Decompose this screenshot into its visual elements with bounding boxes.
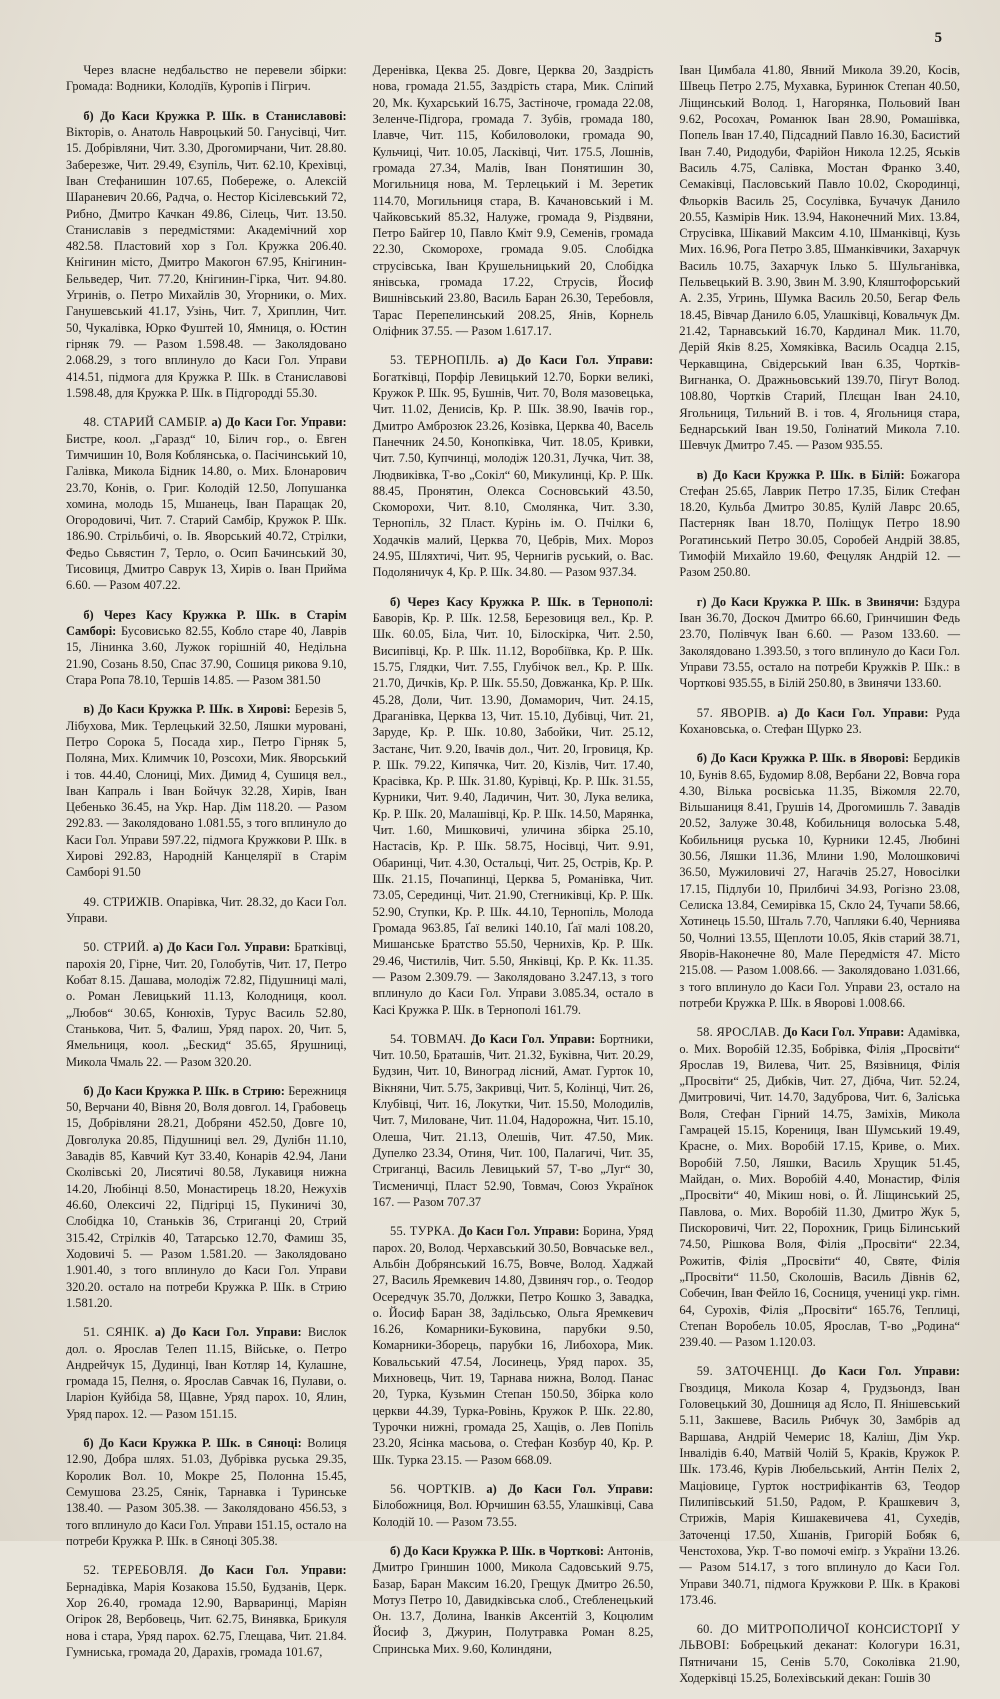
entry-subtitle: а) До Каси Гол. Управи: bbox=[486, 1481, 654, 1496]
list-entry bbox=[66, 894, 347, 927]
list-entry bbox=[373, 1031, 654, 1210]
list-entry bbox=[679, 594, 960, 692]
entry-subtitle: б) До Каси Кружка Р. Шк. в Сяноці: bbox=[83, 1436, 302, 1451]
list-entry bbox=[66, 108, 347, 402]
entry-text: Білобожниця, Вол. Юрчишин 63.55, Улашківці, Сава Колодій 10. — Разом 73.55. bbox=[372, 1498, 654, 1529]
entry-subtitle: До Каси Гол. Управи: bbox=[811, 1364, 960, 1379]
entry-title: 54. ТОВМАЧ. bbox=[390, 1031, 467, 1046]
entry-text: Бобрецький деканат: Кологури 16.31, Пятничани 15, Сенів 5.70, Соколівка 21.90, Ходерківці 15.25, Болехівський декан: Гошів 30 bbox=[679, 1638, 960, 1686]
list-entry bbox=[679, 1621, 960, 1686]
entry-text: Богатківці, Порфір Левицький 12.70, Борки великі, Кружок Р. Шк. 95, Бушнів, Чит. 70, Воля мазовецька, Чит. 11.02, Денисів, Кр. Р. Шк. 38.90, Івачів гор., Дмитро Амброзюк 23.26, Козівка, Церква 40, Васель Панечник 24.50, Конопківка, Чит. 18.05, Кривки, Чит. 7.50, Купчинці, молодіж 120.31, Лучка, Чит. 38, Людвиківка, Т-во „Сокіл“ 60, Микулинці, Кр. Р. Шк. 88.45, Пронятин, Олекса Сосновський 43.50, Скоморохи, Чит. 8.10, Смолянка, Чит. 3.30, Тернопіль, 32 Пласт. Курінь ім. О. Пчілки 6, Ходачків малий, Церква 70, Цебрів, Мих. Мороз 24.95, Шляхтичі, Чит. 95, Чернигів руський, о. Вас. Подоляничук 4, Кр. Р. Шк. 34.80. — Разом 937.34. bbox=[372, 369, 654, 580]
entry-text: Бистре, коол. „Гаразд“ 10, Білич гор., о. Евген Тимчишин 10, Воля Коблянська, о. Пасічинський 10, Галівка, Микола Бідник 14.80, о. Мих. Блонарович 23.70, Конів, о. Григ. Колодій 12.50, Лопушанка хомина, молодь 15, Мшанець, Іван Паращак 20, Огородовичі, Чит. 7. Старий Самбір, Кружок Р. Шк. 186.90. Стрільбичі, о. Ів. Яворський 40.72, Стрілки, Федьо Сьвястин 7, Терло, о. Осип Бачинський 30, Тисовиця, Дмитро Саврук 13, Хирів о. Іван Прийма 6.60. — Разом 407.22. bbox=[66, 431, 347, 593]
entry-title: 60. ДО МИТРОПОЛИЧОЇ КОНСИСТОРІЇ У ЛЬВОВІ: bbox=[679, 1622, 960, 1653]
entry-text: Волиця 12.90, Добра шлях. 51.03, Дубрівка руська 29.35, Королик Вол. 10, Мокре 25, Полонна 15.45, Семушова 23.25, Сянік, Тарнавка і Туринське 138.40. — Разом 305.38. — Заколядовано 456.53, з того вплинуло до Каси Гол. Управи 151.15, остало на потреби Кружка Р. Шк. в Сяноці 305.38. bbox=[66, 1436, 347, 1548]
entry-text: Бортники, Чит. 10.50, Браташів, Чит. 21.32, Буківна, Чит. 20.29, Будзин, Чит. 10, Виноград лісний, Амат. Гурток 10, Вікняни, Чит. 5.75, Закривці, Чит. 5, Колінці, Чит. 26, Клубівці, Чит. 16, Локутки, Чит. 15.50, Молодилів, Чит. 7, Миловане, Чит. 11.04, Надорожна, Чит. 15.10, Олеша, Чит. 21.13, Олешів, Чит. 47.50, Мик. Дупелко 23.34, Отиня, Чит. 100, Палагичі, Чит. 35, Стриганці, Василь Левицький 57, Т-во „Луг“ 30, Тисменичці, Пласт 52.90, Товмач, Союз Українок 167. — Разом 707.37 bbox=[372, 1031, 654, 1209]
entry-subtitle: г) До Каси Кружка Р. Шк. в Звинячи: bbox=[696, 594, 920, 609]
entry-text: Іван Цимбала 41.80, Явний Микола 39.20, Косів, Швець Петро 2.75, Мухавка, Буринюк Степан 40.50, Ліщинський Волод. 1, Нагорянка, Польовий Іван 9.62, Росохач, Романюк Іван 28.90, Ромашівка, Попель Іван 17.40, Підсадний Павло 16.30, Басистий Іван 7.40, Ридодуби, Фарійон Никола 12.25, Яськів Василь 4.75, Салівка, Мостан Франко 3.40, Семаківці, Пасловський Павло 10.02, Скородинці, Фльорків Василь 25, Сосулівка, Бучачук Данило 20.55, Казмірів Ник. 13.94, Наконечний Мих. 13.84, Струсівка, Шікавий Максим 4.10, Шманківці, Кузь Мих. 16.96, Рога Петро 3.85, Шманківчики, Захарчук Василь 10.75, Захарчук Ілько 5. Шульганівка, Пельвецький В. 3.90, Звин М. 3.90, Кляштофорський А. 2.35, Угринь, Шумка Василь 20.50, Бегар Фель 18.45, Вівчар Данило 6.05, Улашківці, Ковальчук Дм. 21.42, Тарнавський 16.70, Кардинал Мик. 11.70, Дерій Яків 8.25, Хомяківка, Василь Осадца 2.15, Черкавщина, Свідерський Іван 6.35, Чортків-Вигнанка, О. Дражньовський 139.70, Пігут Волод. 108.80, Чортків Старий, Плєщан Іван 24.10, Ягольниця, Тильний В. і тов. 4, Ягольниця стара, Беднарський Іван 19.50, Голінатий Микола 7.10. Шевчук Дмитро 7.45. — Разом 935.55. bbox=[679, 63, 960, 453]
list-entry bbox=[66, 607, 347, 689]
entry-subtitle: До Каси Гол. Управи: bbox=[199, 1563, 347, 1578]
entry-text: Руда Кохановська, о. Стефан Щурко 23. bbox=[679, 705, 960, 736]
entry-title: 52. ТЕРЕБОВЛЯ. bbox=[83, 1563, 188, 1578]
text-columns bbox=[66, 62, 960, 1686]
list-entry bbox=[373, 352, 654, 580]
entry-text: Вікторів, о. Анатоль Навроцький 50. Ганусівці, Чит. 15. Добрівляни, Чит. 3.30, Дрогомирчани, Чит. 28.80. Заберезже, Чит. 29.49, Єзупіль, Чит. 62.10, Крехівці, Іван Стефанишин 107.65, Побереже, о. Алексій Шараневич 20.66, Радча, о. Нестор Кісілевський 72, Рибно, Дмитро Качкан 49.86, Сілець, Чит. 13.50. Станиславів з передмістями: Академічний хор 482.58. Пластовий хор з Гол. Кружка 206.40. Кнігинин місто, Дмитро Макогон 67.95, Кнігинин-Бельведер, Чит. 77.20, Кнігинин-Гірка, Чит. 94.80. Угринів, о. Петро Михайлів 30, Угорники, о. Мих. Ганушевський 41.17, Узінь, Чит. 7, Хриплин, Чит. 50, Чукалівка, Юрко Фуштей 10, Ямниця, о. Юстин гірняк 79. — Разом 1.598.48. — Заколядовано 2.068.29, з того вплинуло до Каси Гол. Управи 414.51, підмога для Кружка Р. Шк. в Станиславові 1.598.48, для Кружка Р. Шк. в Підгородді 55.30. bbox=[66, 124, 347, 400]
entry-title: 58. ЯРОСЛАВ. bbox=[696, 1025, 780, 1040]
entry-subtitle: в) До Каси Кружка Р. Шк. в Білій: bbox=[696, 467, 905, 482]
entry-subtitle: б) Через Касу Кружка Р. Шк. в Старім Самборі: bbox=[66, 607, 347, 638]
list-entry bbox=[66, 1083, 347, 1311]
entry-text: Баворів, Кр. Р. Шк. 12.58, Березовиця вел., Кр. Р. Шк. 60.05, Біла, Чит. 10, Білоскірка, Чит. 2.50, Висипівці, Кр. Р. Шк. 11.12, Воробіївка, Кр. Р. Шк. 15.75, Глядки, Чит. 7.55, Глубічок вел., Кр. Р. Шк. 21.70, Дичків, Кр. Р. Шк. 55.50, Довжанка, Кр. Р. Шк. 45.28, Доли, Чит. 13.90, Домаморич, Чит. 24.15, Драганівка, Церква 13, Чит. 15.10, Дубівці, Чит. 21, Заруде, Кр. Р. Шк. 10.80, Забойки, Чит. 25.12, Застанє, Чит. 9.20, Івачів дол., Чит. 20, Ігровиця, Кр. Р. Шк. 79.22, Кипячка, Чит. 20, Кізлів, Чит. 17.40, Красівка, Кр. Р. Шк. 31.80, Курівці, Кр. Р. Шк. 31.55, Курники, Чит. 9.40, Ладичин, Чит. 30, Лука велика, Кр. Р. Шк. 20, Малашівці, Кр. Р. Шк. 14.50, Марянка, Чит. 1.60, Мишковичі, уличина збірка 25.10, Настасів, Кр. Р. Шк. 58.75, Носівці, Чит. 9.91, Обаринці, Чит. 4.30, Остальці, Чит. 25, Острів, Кр. Р. Шк. 21.15, Почапинці, Церква 5, Романівка, Чит. 73.05, Серединці, Чит. 21.90, Стегниківці, Кр. Р. Шк. 52.90, Ступки, Кр. Р. Шк. 44.10, Тернопіль, Молода Громада 963.85, Ґаї великі 140.10, Ґаї малі 108.20, Мишанське Братство 55.50, Чернихів, Кр. Р. Шк. 29.46, Чистилів, Чит. 5.50, Янківці, Кр. Р. Кк. 11.35. — Разом 2.309.79. — Заколядовано 3.247.13, з того вплинуло до Каси Гол. Управи 3.085.34, остало в Касі Кружка Р. Шк. в Тернополі 161.79. bbox=[372, 611, 654, 1017]
entry-text: Антонів, Дмитро Гриншин 1000, Микола Садовський 9.75, Базар, Баран Максим 16.20, Грещук Дмитро 26.50, Мотуз Петро 10, Давидківська слоб., Стебленецький Он. 13.7, Долина, Іванків Аксентій 3, Коцюлим Йосиф 3, Джурин, Полутравка Роман 8.25, Спринська Мих. 9.60, Колиндяни, bbox=[372, 1543, 654, 1656]
column-1 bbox=[66, 62, 347, 1699]
list-entry bbox=[679, 705, 960, 738]
entry-subtitle: б) До Каси Кружка Р. Шк. в Станиславові: bbox=[83, 108, 347, 123]
entry-subtitle: а) До Каси Гол. Управи: bbox=[777, 705, 929, 720]
entry-title: 51. СЯНІК. bbox=[83, 1325, 149, 1340]
entry-subtitle: До Каси Гол. Управи: bbox=[782, 1025, 905, 1040]
entry-text: Березів 5, Лібухова, Мик. Терлецький 32.50, Ляшки мурованi, Петро Сорока 5, Посада хир., Петро Гірняк 5, Поляна, Мих. Климчик 10, Розсохи, Мик. Яворський і тов. 44.40, Слониці, Мих. Димид 4, Сушиця вел., Іван Капраль і Іван Бойчук 32.28, Хирів, Іван Цебенько 36.45, на Укр. Нар. Дім 118.20. — Разом 292.83. — Заколядовано 1.081.55, з того вплинуло до Каси Гол. Управи 597.22, підмога Кружкови Р. Шк. в Хирові 292.83, Народній Канцелярії в Старім Самборі 91.50 bbox=[66, 702, 347, 880]
entry-subtitle: а) До Каси Гол. Управи: bbox=[152, 940, 291, 955]
entry-title: 56. ЧОРТКІВ. bbox=[390, 1481, 476, 1496]
entry-text: Бердиків 10, Бунів 8.65, Будомир 8.08, Вербани 22, Вовча гора 4.30, Вілька росвіська 11.35, Віжомля 22.70, Вільшаниця 8.41, Грушів 14, Дрогомишль 7. Завадів 20.52, Залуже 30.48, Кобильниця волоська 5.48, Кобильниця руська 10, Курники 12.45, Любині 30.56, Ляшки 11.36, Млини 1.90, Молошковичі 36.50, Мужиловичі 27, Нагачів 25.27, Новосілки 17.15, Підлуби 10, Прилбичі 34.93, Рогізно 23.08, Селиска 13.84, Семирівка 15, Скло 24, Тучапи 58.66, Хотинець 15.50, Шталь 7.70, Чапляки 6.40, Черниява 50, Чолниі 13.55, Щеплоти 10.05, Яків старий 38.71, Яворів-Наконечне 80, Мале Передмістя 47. Місто 215.08. — Разом 1.008.66. — Заколядовано 1.031.66, з того вплинуло до Каси Гол. Управи 23, остало на потреби Кружка Р. Шк. в Яворові 1.008.66. bbox=[679, 751, 960, 1010]
list-entry bbox=[679, 467, 960, 581]
entry-text: Борина, Уряд парох. 20, Волод. Черхавський 30.50, Вовчаське вел., Альбін Добрянський 16.75, Вовче, Волод. Хаджай 27, Василь Яремкевич 14.80, Дзвиняч гор., о. Теодор Осередчук 35.70, Должки, Петро Кошко 3, Завадка, о. Йосиф Баран 38, Задільсько, Ольга Яремкевич 16.26, Комарники-Буковина, парубки 9.50, Комарники-Зборець, парубки 16, Либохора, Мик. Ковальський 47.54, Лосинець, Уряд парох. 35, Михновець, Чит. 19, Тарнава нижна, Волод. Панас 20, Турка, Кузьмин Степан 150.50, Збірка коло церкви 44.39, Турка-Ровінь, Кружок Р. Шк. 22.80, Турочки нижні, громада 25, Хащів, о. Лев Попіль 23.20, Ясінка масьова, о. Стефан Козбур 40, Кр. Р. Шк. Турка 23.15. — Разом 668.09. bbox=[372, 1224, 654, 1467]
entry-title: 48. СТАРИЙ САМБІР. bbox=[83, 415, 208, 430]
list-entry bbox=[66, 701, 347, 880]
entry-text: Братківці, парохія 20, Гірне, Чит. 20, Голобутів, Чит. 17, Петро Кобат 8.15. Дашава, молодіж 72.82, Підушниці малі, о. Роман Левицький 11.13, Колодниця, коол. „Любов“ 30.65, Конюхів, Турус Василь 52.80, Станькова, Чит. 5, Фалиш, Уряд парох. 20, Чит. 5, Ямельниця, коол. „Бескид“ 35.65, Ярушниці, Микола Чмаль 22. — Разом 320.20. bbox=[66, 940, 347, 1069]
entry-subtitle: До Каси Гол. Управи: bbox=[458, 1224, 580, 1239]
entry-text: Бернадівка, Марія Козакова 15.50, Будзанів, Церк. Хор 26.40, громада 12.90, Варваринці, Маріян Огірок 28, Вербовець, Чит. 62.75, Винявка, Брикуля нова і стара, Уряд парох. 62.75, Глещава, Чит. 21.84. Гумниська, громада 20, Дарахів, громада 101.67, bbox=[66, 1579, 347, 1659]
entry-title: 53. ТЕРНОПІЛЬ. bbox=[390, 353, 490, 368]
entry-text: Божагора Стефан 25.65, Лаврик Петро 17.35, Білик Стефан 18.20, Кульба Дмитро 30.85, Кулій Лаврс 20.65, Пастерняк Іван 18.70, Поліщук Петро 18.90 Рогатинський Петро 30.05, Соробей Андрій 38.85, Тимофій Михайло 19.60, Фецуляк Андрій 12. — Разом 250.80. bbox=[679, 467, 960, 580]
entry-text: Вислок дол. о. Ярослав Телеп 11.15, Війське, о. Петро Андрейчук 15, Дудинці, Іван Котляр 14, Кулашне, громада 15, Пелня, о. Ярослав Савчак 16, Пулави, о. Іларіон Куйбіда 58, Щавне, Уряд парох. 10, Ялин, Уряд парох. 12. — Разом 151.15. bbox=[66, 1325, 347, 1421]
entry-subtitle: б) До Каси Кружка Р. Шк. в Яворові: bbox=[696, 751, 910, 766]
entry-subtitle: а) До Каси Гол. Управи: bbox=[154, 1325, 302, 1340]
list-entry bbox=[66, 1435, 347, 1549]
list-entry bbox=[373, 1223, 654, 1468]
list-entry bbox=[373, 594, 654, 1018]
list-entry bbox=[679, 1363, 960, 1608]
list-entry bbox=[66, 1324, 347, 1422]
entry-title: 57. ЯВОРІВ. bbox=[696, 705, 771, 720]
list-entry bbox=[66, 1562, 347, 1660]
list-entry bbox=[66, 414, 347, 593]
entry-text: Гвоздиця, Микола Козар 4, Грудзьондз, Іван Головецький 30, Дошниця ад Ясло, П. Янішевський 5.11, Закшеве, Василь Рибчук 30, Замбрів ад Варшава, Андрій Чемерис 18, Каліш, Дім Укр. Інвалідів 6.40, Матвій Чолій 5, Краків, Кружок Р. Шк. 173.46, Курів Любельський, Антін Пеліх 2, Маціовице, Гурток нострифікантів 63, Теодор Пилипівський 51.50, Радом, Р. Крашкевич 3, Стрижів, Марія Кишакевичева 41, Сухедів, Заточенці 17.50, Хшанів, Григорій Бобяк 6, Ченстохова, Укр. Т-во помочі еміґр. з України 13.26. — Разом 514.17, з того вплинуло до Каси Гол. Управи 340.71, підмога Кружкови Р. Шк. в Кракові 173.46. bbox=[679, 1380, 960, 1607]
entry-text: Адамівка, о. Мих. Воробій 12.35, Бобрівка, Філія „Просвіти“ Ярослав 19, Вилева, Чит. 25, Вязівниця, Філія „Просвіти“ 25, Дибків, Чит. 27, Дібча, Чит. 52.24, Дмитровичі, Чит. 14.70, Задуброва, Чит. 6, Заліська Воля, Стефан Гірний 14.75, Заміхів, Микола Гамрацей 15.15, Корениця, Іван Шумський 19.49, Красне, о. Мих. Воробій 17.15, Криве, о. Мих. Воробій 7.50, Ляшки, Василь Хрущик 51.45, Майдан, о. Мих. Воробій 4.40, Монастир, Філія „Просвіти“ 40, Мікиш нові, о. Й. Ліщинський 25, Павлова, о. Мих. Воробій 11.30, Дмитро Жук 5, Пискоровичі, Чит. 22, Порохник, Гриць Білинський 74.50, Рішкова Воля, Філія „Просвіти“ 22.34, Рожитів, Філія „Просвіти“ 40, Святе, Філія „Просвіти“ 11.50, Сколошів, Василь Дівнів 62, Собечин, Іван Фейло 16, Сосниця, учениці укр. гімн. 64, Сурохів, Філія „Просвіти“ 165.76, Теплиці, Степан Воробель 10.05, Ярослав, Т-во „Родина“ 239.40. — Разом 1.120.03. bbox=[679, 1025, 960, 1350]
page-number: 5 bbox=[934, 30, 942, 46]
entry-subtitle: б) До Каси Кружка Р. Шк. в Стрию: bbox=[83, 1083, 285, 1098]
list-entry bbox=[679, 750, 960, 1011]
list-entry bbox=[679, 1024, 960, 1350]
column-2 bbox=[373, 62, 654, 1699]
entry-subtitle: а) До Каси Гол. Управи: bbox=[497, 353, 654, 368]
entry-subtitle: б) До Каси Кружка Р. Шк. в Чорткові: bbox=[390, 1543, 605, 1558]
entry-text: Через власне недбальство не перевели збірки: Громада: Водники, Колодіїв, Куропів і Пігрич. bbox=[66, 63, 347, 94]
entry-text: Бусовисько 82.55, Кобло старе 40, Лаврів 15, Лінинка 3.60, Лужок горішній 40, Недільна 21.90, Созань 8.50, Спас 37.90, Сошиця рикова 9.10, Стара Ропа 78.10, Тершів 14.85. — Разом 381.50 bbox=[66, 624, 347, 687]
list-entry bbox=[66, 62, 347, 95]
entry-title: 50. СТРИЙ. bbox=[83, 940, 149, 955]
list-entry bbox=[373, 1481, 654, 1530]
entry-text: Бздура Іван 36.70, Доскоч Дмитро 66.60, Гринчишин Федь 23.70, Полівчук Іван 6.60. — Разом 133.60. — Заколядовано 1.393.50, з того вплинуло до Каси Гол. Управи 73.55, остало на потреби Кружків Р. Шк.: в Чорткові 935.55, в Білій 250.80, в Звинячи 133.60. bbox=[679, 594, 960, 691]
column-3 bbox=[679, 62, 960, 1699]
entry-subtitle: в) До Каси Кружка Р. Шк. в Хирові: bbox=[83, 702, 291, 717]
list-entry bbox=[373, 1543, 654, 1657]
entry-text: Опарівка, Чит. 28.32, до Каси Гол. Управи. bbox=[66, 894, 347, 925]
list-entry bbox=[66, 939, 347, 1070]
entry-title: 49. СТРИЖІВ. bbox=[83, 894, 164, 909]
entry-text: Бережниця 50, Верчани 40, Вівня 20, Воля довгол. 14, Грабовець 15, Добрівляни 28.21, Добряни 452.50, Довге 10, Довголука 20.85, Підушниці вел. 29, Дулібн 11.10, Завадів 85, Кавчий Кут 33.40, Конарів 42.94, Лани Сколівські 20, Лисятичі 80.58, Лукавиця нижна 14.20, Любінці 8.50, Монастирець 18.20, Нежухів 46.60, Олексичі 22, Підгірці 15, Пукиничі 30, Слобідка 10, Станьків 36, Стриганці 20, Стрий 315.42, Стрілків 40, Татарсько 12.70, Фамиш 35, Ходовичі 5. — Разом 1.581.20. — Заколядовано 1.901.40, з того вплинуло до Каси Гол. Управи 320.20. остало на потреби Кружка Р. Шк. в Стрию 1.581.20. bbox=[66, 1083, 347, 1310]
entry-subtitle: б) Через Касу Кружка Р. Шк. в Тернополі: bbox=[390, 594, 654, 609]
entry-subtitle: а) До Каси Гог. Управи: bbox=[211, 415, 347, 430]
entry-title: 59. ЗАТОЧЕНЦІ. bbox=[696, 1364, 799, 1379]
entry-text: Деренівка, Цеква 25. Довге, Церква 20, Заздрість нова, громада 21.55, Заздрість стара, Мик. Сліпий 20, Мк. Кухарський 16.75, Застіноче, громада 22.08, Зеленче-Підгора, громада 7. Зубів, громада 180, Ілавче, Чит. 115, Кобиловолоки, громада 90, Кульчиці, Чит. 10.05, Ласківці, Чит. 175.5, Лошнів, громада 27.34, Малів, Іван Понятишин 30, Могильниця нова, М. Терлецький і М. Зеретик 114.70, Могильниця стара, В. Качановський і М. Чайковський 85.32, Налуже, громада 9, Різдвяни, Петро Байгер 10, Павло Кміт 9.9, Семенів, громада 22.30, Скоморохе, громада 9.05. Слобідка струсівська, Іван Крушельницький 20, Слобідка янівська, громада 17.22, Струсів, Йосиф Вишнівський 23.80, Василь Баран 26.30, Теребовля, Тарас Перепелинський 208.25, Янів, Корнель Оліфник 37.55. — Разом 1.617.17. bbox=[372, 63, 654, 338]
entry-subtitle: До Каси Гол. Управи: bbox=[470, 1031, 596, 1046]
list-entry bbox=[679, 62, 960, 454]
list-entry bbox=[373, 62, 654, 339]
entry-title: 55. ТУРКА. bbox=[390, 1224, 455, 1239]
